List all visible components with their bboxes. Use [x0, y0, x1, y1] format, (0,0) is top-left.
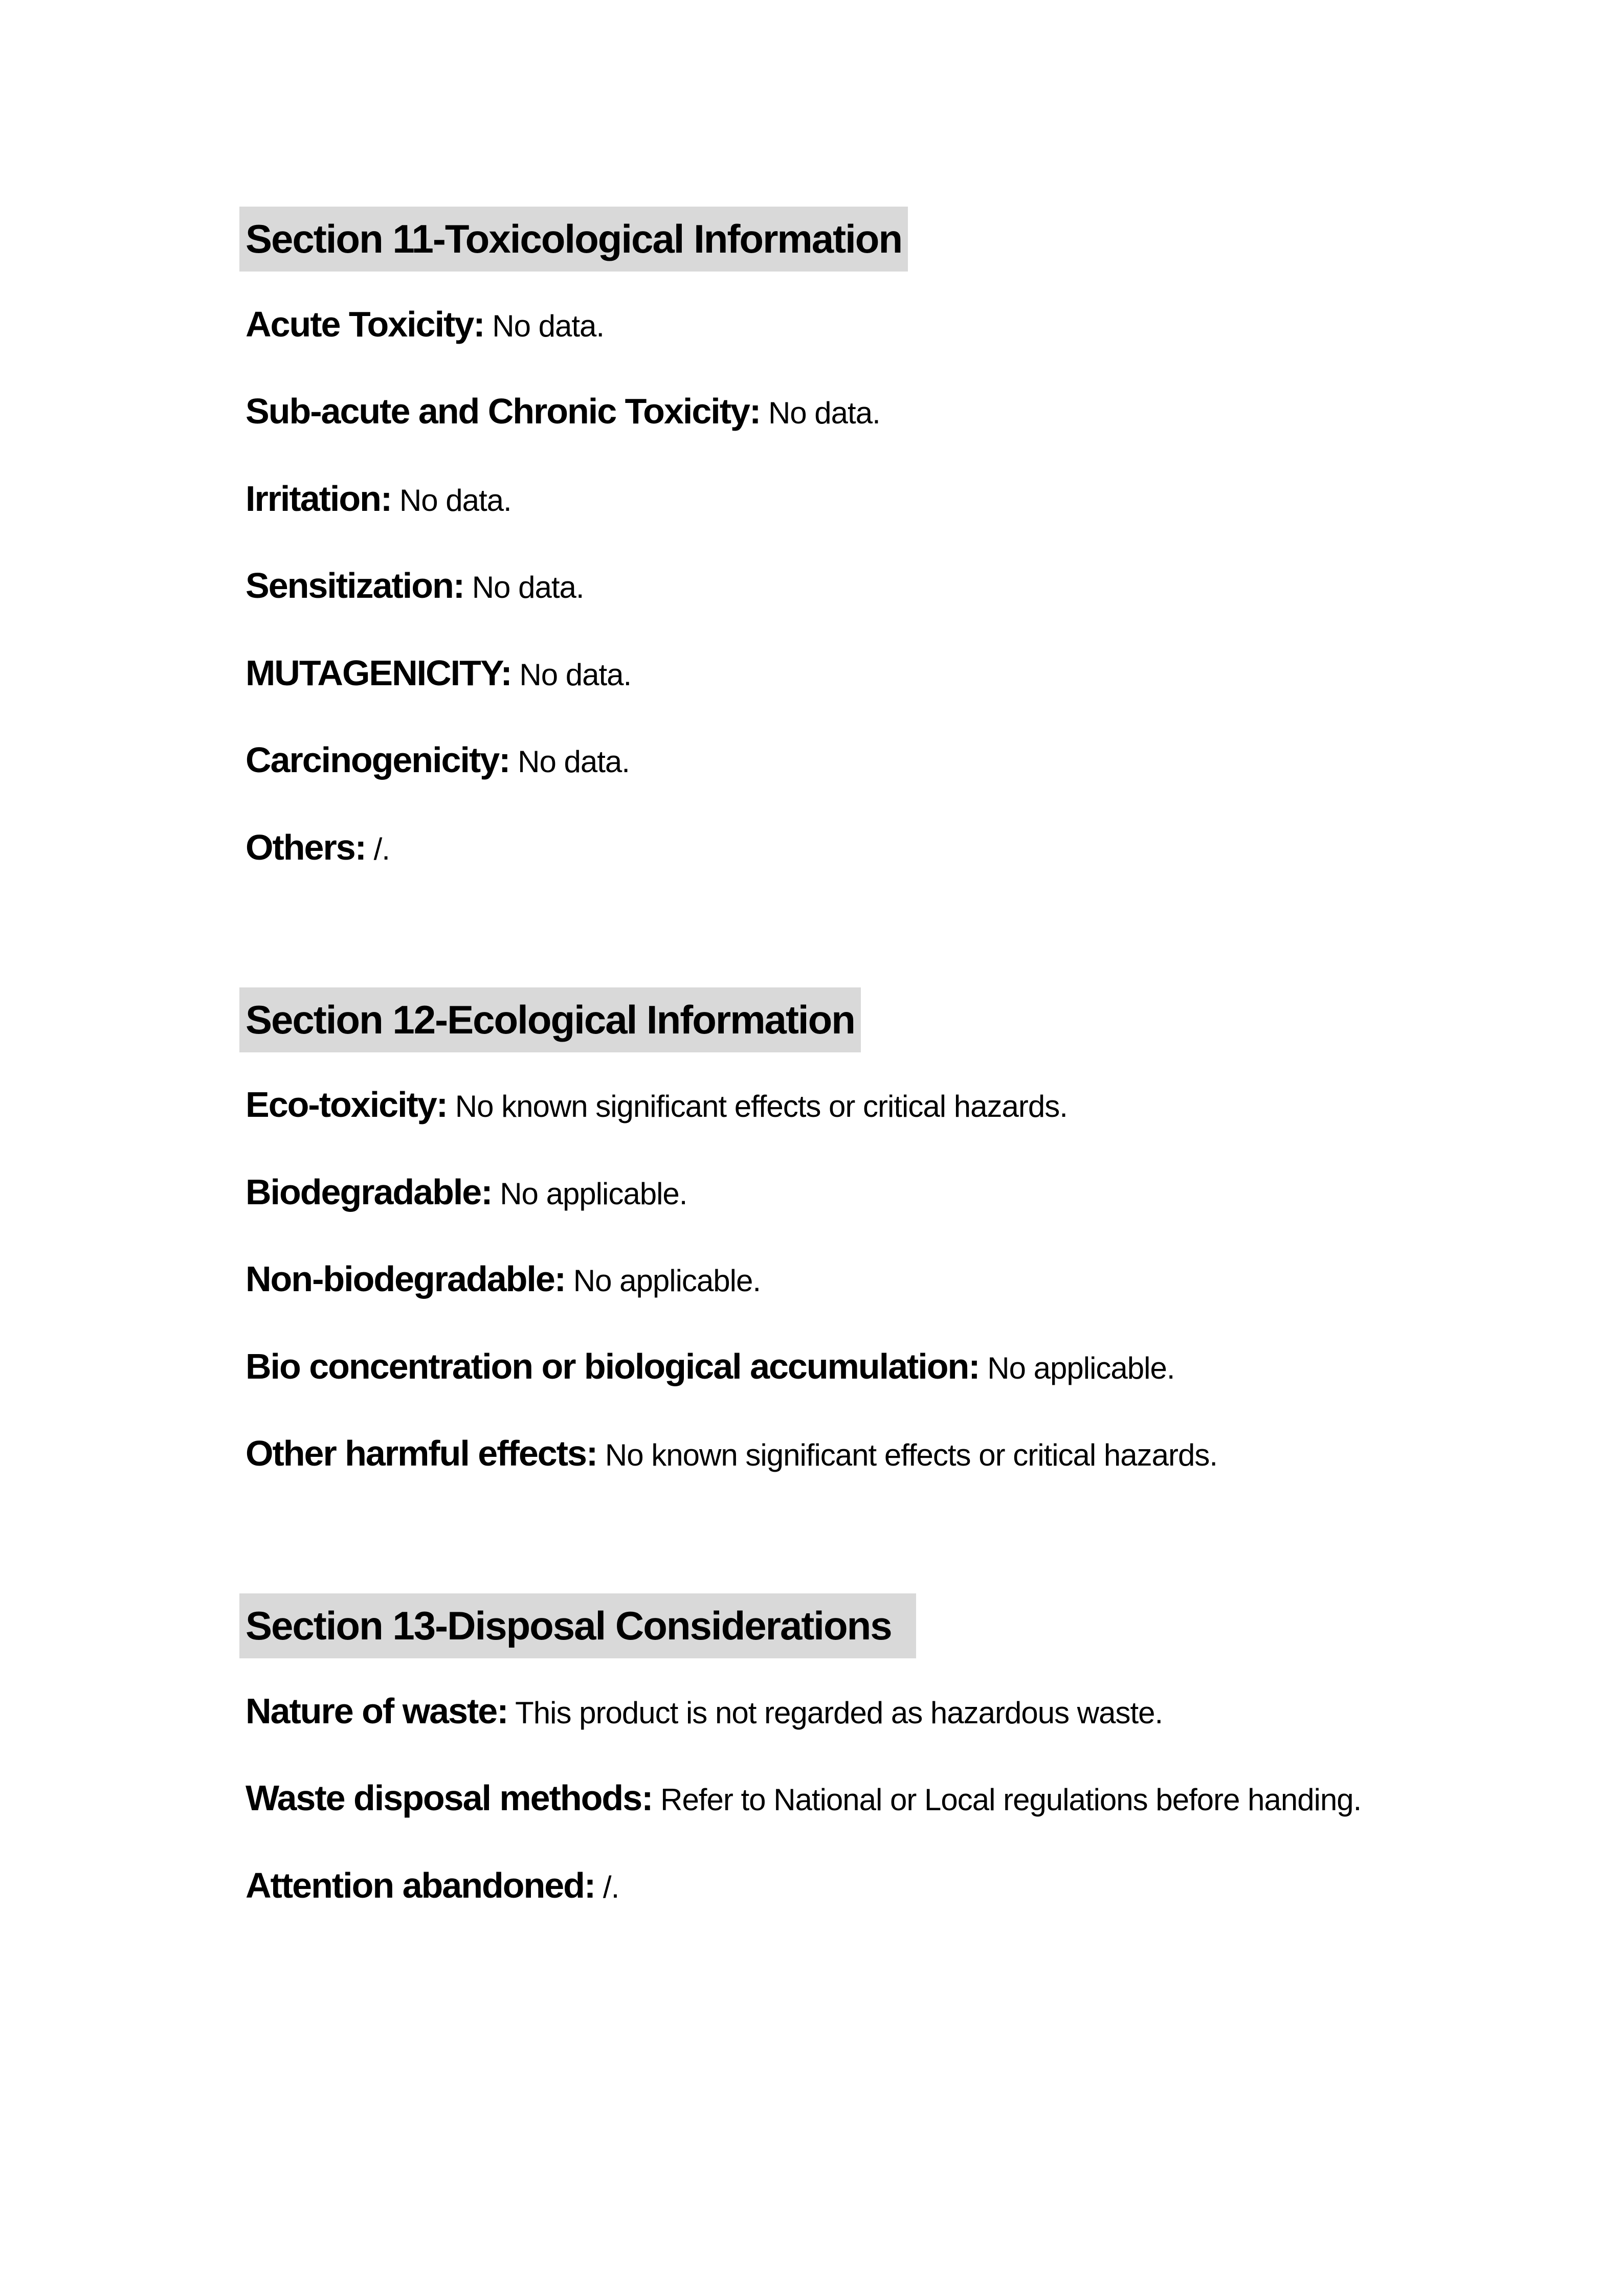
field-label: Others: [246, 827, 366, 867]
section-13-heading [246, 1583, 1381, 1669]
field-bio-concentration [246, 1324, 1381, 1411]
field-label: Acute Toxicity: [246, 304, 484, 344]
field-label: Attention abandoned: [246, 1865, 595, 1905]
field-non-biodegradable [246, 1236, 1381, 1324]
section-13-disposal-considerations [246, 1583, 1381, 1930]
field-value: Refer to National or Local regulations before handing. [660, 1783, 1362, 1817]
field-label: Irritation: [246, 478, 392, 519]
field-subacute-chronic-toxicity [246, 369, 1381, 456]
field-value: No data. [519, 657, 632, 692]
section-13-heading-highlight: Section 13-Disposal Considerations [239, 1593, 916, 1658]
field-value: No known significant effects or critical hazards. [455, 1089, 1067, 1123]
section-11-heading-highlight: Section 11-Toxicological Information [239, 207, 908, 272]
field-label: Waste disposal methods: [246, 1778, 653, 1818]
field-sensitization [246, 543, 1381, 631]
field-value: No known significant effects or critical hazards. [605, 1438, 1218, 1472]
section-11-toxicological-information [246, 196, 1381, 892]
field-nature-of-waste [246, 1669, 1381, 1756]
field-label: Bio concentration or biological accumulation: [246, 1346, 980, 1386]
field-value: No data. [768, 396, 880, 430]
field-label: Sub-acute and Chronic Toxicity: [246, 391, 761, 431]
field-value: No applicable. [573, 1264, 761, 1298]
field-other-harmful-effects [246, 1411, 1381, 1498]
field-label: Non-biodegradable: [246, 1259, 566, 1299]
field-value: No data. [492, 308, 605, 343]
field-label: Biodegradable: [246, 1172, 492, 1212]
sds-page [246, 0, 1381, 1930]
field-label: Carcinogenicity: [246, 740, 510, 780]
field-value: No data. [472, 570, 584, 604]
field-others [246, 805, 1381, 892]
field-attention-abandoned [246, 1843, 1381, 1930]
field-waste-disposal-methods [246, 1755, 1381, 1843]
field-value: No applicable. [500, 1176, 687, 1211]
field-label: Sensitization: [246, 566, 464, 605]
field-value: No applicable. [987, 1350, 1175, 1385]
field-value: No data. [399, 483, 511, 517]
field-label: Nature of waste: [246, 1691, 508, 1731]
field-label: Eco-toxicity: [246, 1085, 448, 1124]
section-12-heading-highlight: Section 12-Ecological Information [239, 987, 861, 1052]
section-12-ecological-information [246, 977, 1381, 1498]
field-label: Other harmful effects: [246, 1433, 597, 1473]
field-eco-toxicity [246, 1062, 1381, 1150]
field-irritation [246, 456, 1381, 544]
field-label: MUTAGENICITY: [246, 652, 511, 693]
field-value: This product is not regarded as hazardous waste. [515, 1695, 1163, 1730]
field-biodegradable [246, 1150, 1381, 1237]
field-mutagenicity [246, 631, 1381, 718]
field-acute-toxicity [246, 282, 1381, 369]
field-value: No data. [518, 745, 630, 779]
field-value: /. [373, 831, 390, 866]
field-carcinogenicity [246, 717, 1381, 805]
section-11-heading [246, 196, 1381, 282]
field-value: /. [603, 1870, 619, 1904]
section-12-heading [246, 977, 1381, 1063]
